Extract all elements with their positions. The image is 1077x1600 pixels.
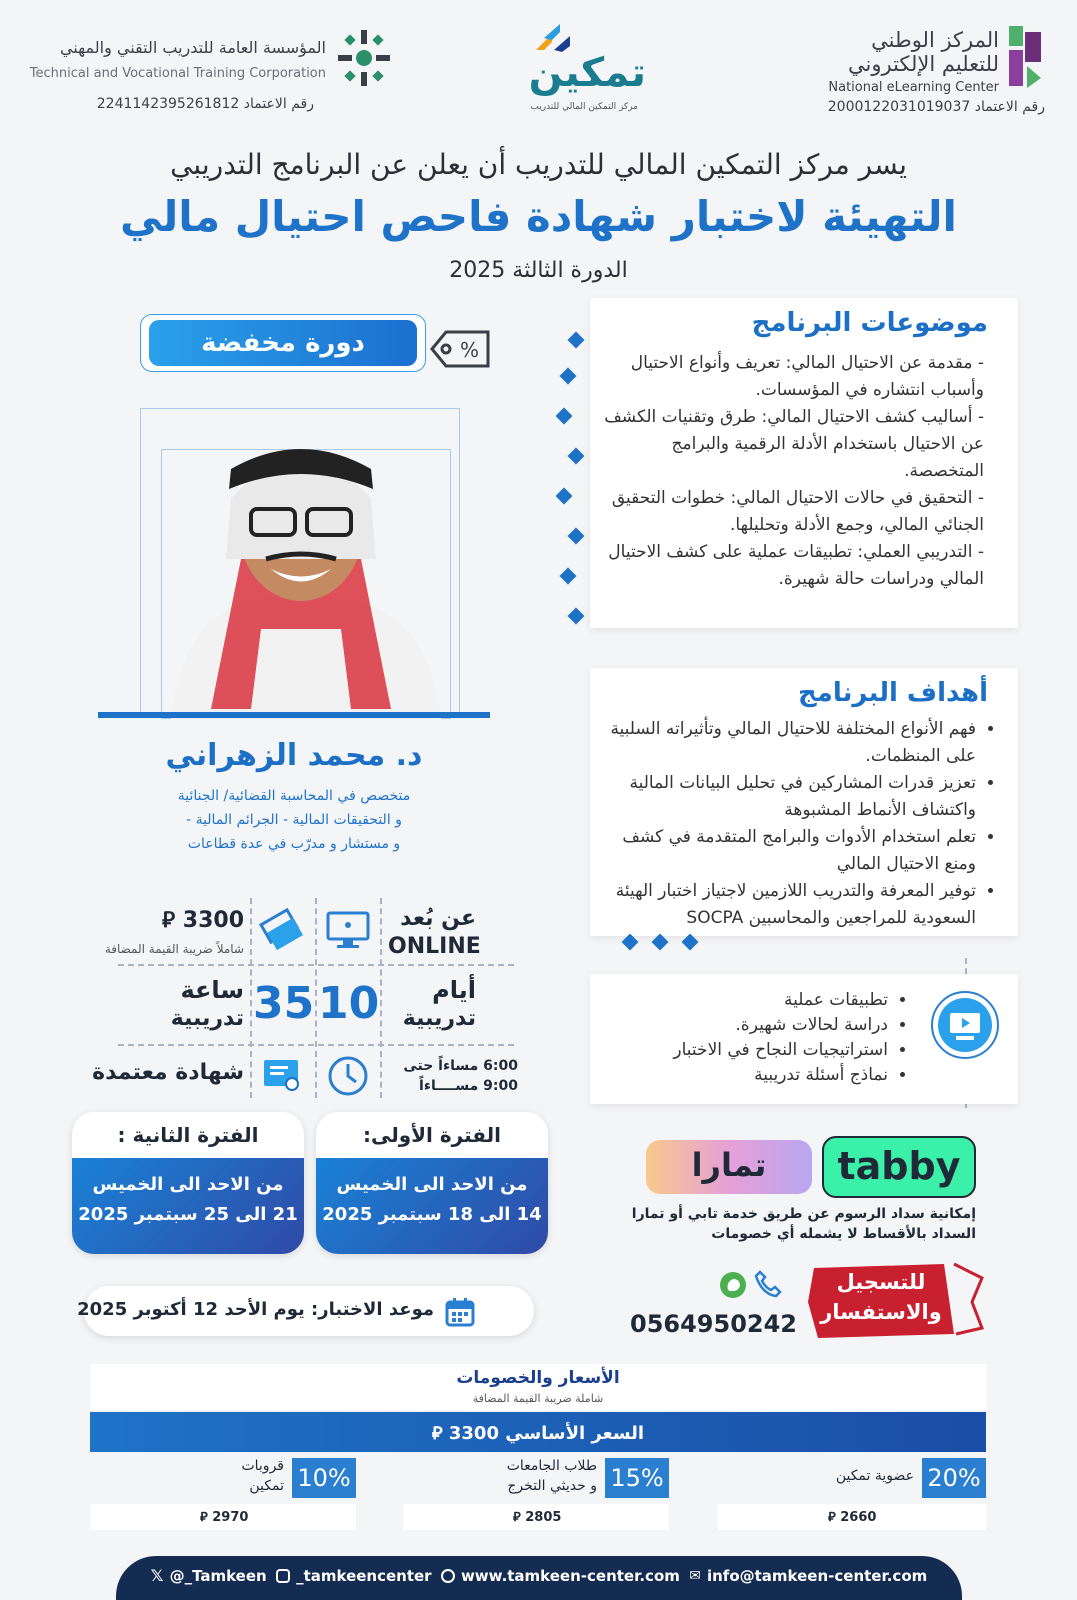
tamara-logo[interactable] — [646, 1140, 812, 1194]
hours-label-1: ساعة — [180, 976, 244, 1004]
period-1 — [316, 1112, 548, 1254]
tvtc-logo — [29, 24, 394, 120]
period-1-body — [316, 1158, 548, 1254]
tabby-logo[interactable] — [822, 1136, 976, 1198]
hours-number: 35 — [253, 978, 315, 1029]
feature-item: • نماذج أسئلة تدريبية — [600, 1063, 888, 1088]
tamara-wordmark: تمارا — [691, 1146, 767, 1184]
period-2-label: الفترة الثانية : — [117, 1123, 259, 1147]
trainer-portrait — [141, 409, 461, 719]
footer-x-link[interactable] — [151, 1566, 267, 1585]
base-price-bar — [90, 1412, 986, 1452]
tier-groups — [90, 1456, 356, 1532]
nelc-accreditation: رقم الاعتماد 2000122031019037 — [827, 99, 1045, 115]
clock-icon — [326, 1054, 370, 1102]
exam-pill — [77, 1286, 534, 1336]
tier-students-price: 2805 ⃁ — [513, 1510, 562, 1525]
topic-item: - أساليب كشف الاحتيال المالي: طرق وتقنيات الكشف عن الاحتيال باستخدام الأدلة الرقمية والبرامج المتخصصة. — [604, 407, 984, 481]
grid-h1 — [118, 964, 514, 966]
tier-members-price-value: 2660 — [840, 1510, 877, 1525]
nelc-name-en: National eLearning Center — [828, 80, 999, 95]
trainer-desc-3: و مستشار و مدرّب في عدة قطاعات — [187, 836, 401, 852]
topics-list — [600, 350, 998, 593]
period-2-body — [72, 1158, 304, 1254]
goals-heading: أهداف البرنامج — [798, 678, 988, 708]
goals-card — [590, 668, 1018, 936]
mode-online: ONLINE — [388, 934, 481, 959]
period-1-label: الفترة الأولى: — [362, 1123, 502, 1147]
tamkeen-name: تمكين — [528, 50, 646, 96]
base-price — [90, 1421, 986, 1444]
days-label-2: تدريبية — [402, 1006, 476, 1031]
feature-item: • دراسة لحالات شهيرة. — [600, 1013, 888, 1038]
price-note: شاملاً ضريبة القيمة المضافة — [104, 942, 244, 956]
feature-item: • استراتيجيات النجاح في الاختبار — [600, 1038, 888, 1063]
hours-label-2: تدريبية — [170, 1006, 244, 1031]
trainer-name: د. محمد الزهراني — [165, 738, 423, 773]
footer-email-link[interactable] — [689, 1566, 927, 1585]
tabby-wordmark: tabby — [837, 1144, 961, 1188]
topic-item: - التحقيق في حالات الاحتيال المالي: خطوات التحقيق الجنائي المالي، وجمع الأدلة وتحليلها. — [611, 488, 984, 535]
globe-icon — [441, 1569, 455, 1583]
svg-text:%: % — [460, 338, 480, 362]
tier-members-label-1: عضوية تمكين — [835, 1468, 914, 1484]
tier-students-price-box — [403, 1504, 669, 1530]
goal-item: • توفير المعرفة والتدريب اللازمين لاجتياز اختبار الهيئة السعودية للمراجعين والمحاسبين SOCPA — [600, 878, 976, 932]
video-lesson-icon — [930, 990, 1000, 1064]
period-2 — [72, 1112, 304, 1254]
period-1-days: من الاحد الى الخميس — [336, 1174, 528, 1195]
goals-list — [600, 716, 998, 932]
grid-h2 — [118, 1044, 514, 1046]
topics-heading: موضوعات البرنامج — [751, 308, 988, 338]
footer-x: @_Tamkeen — [169, 1566, 267, 1585]
tier-members — [718, 1456, 986, 1532]
pricing-title: الأسعار والخصومات — [456, 1368, 620, 1388]
riyal-icon: ⃁ — [431, 1423, 449, 1444]
payment-note-2: السداد بالأقساط لا يشمله أي خصومات — [711, 1226, 976, 1242]
feature-item: • تطبيقات عملية — [600, 988, 888, 1013]
goal-item: • فهم الأنواع المختلفة للاحتيال المالي وتأثيراته السلبية على المنظمات. — [600, 716, 976, 770]
tier-students-price-value: 2805 — [525, 1510, 562, 1525]
days-number: 10 — [318, 978, 380, 1029]
period-1-dates: 14 الى 18 سبتمبر 2025 — [322, 1204, 542, 1225]
tier-groups-label-1: قروبات — [241, 1458, 284, 1474]
footer-web-link[interactable] — [441, 1566, 680, 1585]
x-icon: 𝕏 — [150, 1566, 164, 1585]
whatsapp-icon[interactable] — [718, 1270, 748, 1304]
tier-groups-label-2: تمكين — [249, 1478, 284, 1494]
period-2-days: من الاحد الى الخميس — [92, 1174, 284, 1195]
course-edition: الدورة الثالثة 2025 — [449, 258, 628, 283]
footer-bar — [116, 1556, 962, 1600]
register-button[interactable] — [804, 1258, 954, 1342]
exam-date: موعد الاختبار: يوم الأحد 12 أكتوبر 2025 — [77, 1299, 434, 1320]
tier-groups-price: 2970 ⃁ — [200, 1510, 249, 1525]
nelc-emblem-icon — [1005, 22, 1045, 92]
grid-v2 — [315, 898, 317, 1098]
nelc-name-1: المركز الوطني — [871, 28, 999, 52]
tvtc-accreditation: رقم الاعتماد 2241142395261812 — [96, 96, 314, 112]
tier-students — [403, 1456, 669, 1532]
goal-item: • تعزيز قدرات المشاركين في تحليل البيانات المالية واكتشاف الأنماط المشبوهة — [600, 770, 976, 824]
topics-deco — [556, 330, 586, 630]
topics-card — [590, 298, 1018, 628]
footer-instagram: _tamkeencenter — [296, 1566, 432, 1585]
trainer-underline — [98, 712, 490, 718]
tier-students-label-2: و حديثي التخرج — [507, 1478, 597, 1494]
time-start: 6:00 مساءاً حتى — [403, 1058, 518, 1074]
price-tag-icon — [428, 326, 492, 376]
course-title: التهيئة لاختبار شهادة فاحص احتيال مالي — [120, 192, 957, 241]
tier-groups-pct: 10% — [292, 1458, 356, 1498]
payment-note-1: إمكانية سداد الرسوم عن طريق خدمة تابي أو تمارا — [631, 1206, 976, 1222]
tvtc-name-en: Technical and Vocational Training Corporation — [29, 66, 326, 81]
tier-students-label-1: طلاب الجامعات — [506, 1458, 597, 1474]
monitor-icon — [325, 910, 371, 954]
period-2-dates: 21 الى 25 سبتمبر 2025 — [78, 1204, 298, 1225]
calendar-icon — [444, 1296, 476, 1332]
certificate-icon — [260, 1056, 304, 1100]
pricing-header — [90, 1364, 986, 1410]
instagram-icon — [276, 1569, 290, 1583]
goals-deco — [620, 934, 720, 958]
footer-email: info@tamkeen-center.com — [706, 1566, 928, 1585]
riyal-icon: ⃁ — [162, 908, 183, 933]
grid-v3 — [250, 898, 252, 1098]
base-price-label: السعر الأساسي 3300 — [448, 1423, 645, 1444]
tier-students-pct: 15% — [605, 1458, 669, 1498]
tier-members-price: 2660 ⃁ — [828, 1510, 877, 1525]
days-label-1: أيام — [432, 976, 476, 1004]
register-label-1: للتسجيل — [836, 1270, 926, 1294]
trainer-desc-1: متخصص في المحاسبة القضائية/ الجنائية — [177, 788, 411, 804]
discount-label: دورة مخفضة — [149, 320, 417, 366]
tvtc-emblem-icon — [334, 24, 394, 94]
footer-web: www.tamkeen-center.com — [460, 1566, 680, 1585]
cash-icon — [258, 908, 306, 956]
price-number: 3300 — [182, 908, 244, 933]
tamkeen-logo — [516, 20, 646, 116]
goal-item: • تعلم استخدام الأدوات والبرامج المتقدمة في كشف ومنع الاحتيال المالي — [600, 824, 976, 878]
mode-label: عن بُعد — [400, 906, 476, 931]
nelc-logo — [815, 22, 1045, 118]
discount-badge — [140, 314, 426, 372]
grid-v1 — [380, 898, 382, 1098]
register-label-2: والاستفسار — [820, 1300, 942, 1324]
pricing-subtitle: شاملة ضريبة القيمة المضافة — [472, 1392, 604, 1405]
footer-instagram-link[interactable] — [276, 1566, 432, 1585]
tier-members-price-box — [718, 1504, 986, 1530]
tier-groups-price-box — [90, 1504, 356, 1530]
mail-icon: ✉ — [689, 1567, 701, 1584]
tvtc-name-ar: المؤسسة العامة للتدريب التقني والمهني — [59, 38, 326, 57]
trainer-photo — [140, 408, 460, 718]
certificate-label: شهادة معتمدة — [92, 1060, 244, 1085]
topic-item: - التدريبي العملي: تطبيقات عملية على كشف الاحتيال المالي ودراسات حالة شهيرة. — [608, 542, 984, 589]
phone-icon[interactable] — [752, 1268, 784, 1304]
time-end: 9:00 مســــاءاً — [419, 1078, 518, 1094]
topic-item: - مقدمة عن الاحتيال المالي: تعريف وأنواع الاحتيال وأسباب انتشاره في المؤسسات. — [630, 353, 984, 400]
phone-number[interactable]: 0564950242 — [630, 1310, 797, 1338]
intro-text: يسر مركز التمكين المالي للتدريب أن يعلن عن البرنامج التدريبي — [170, 148, 907, 181]
tamkeen-sub: مركز التمكين المالي للتدريب — [530, 102, 638, 112]
price-value — [120, 906, 244, 934]
tier-groups-price-value: 2970 — [212, 1510, 249, 1525]
nelc-name-2: للتعليم الإلكتروني — [848, 52, 999, 76]
tier-members-pct: 20% — [922, 1458, 986, 1498]
trainer-desc-2: و التحقيقات المالية - الجرائم المالية - — [186, 812, 402, 828]
